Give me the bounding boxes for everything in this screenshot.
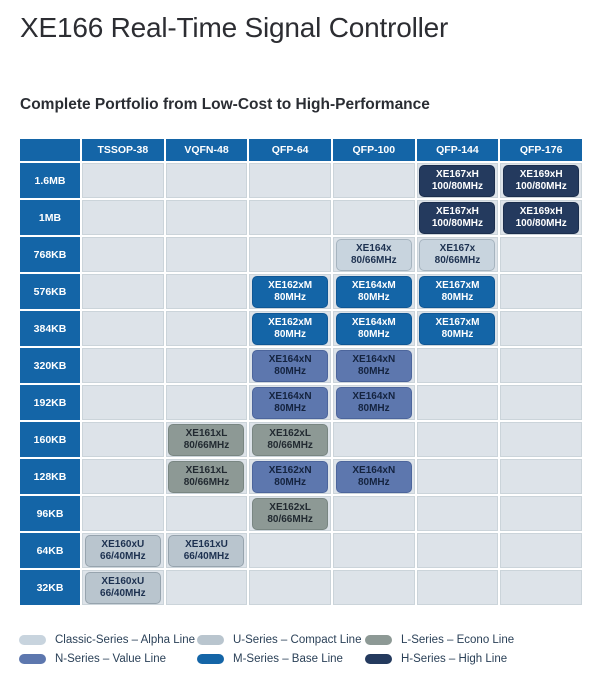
- matrix-cell: [82, 496, 164, 531]
- memory-label: 768KB: [20, 237, 80, 272]
- matrix-cell: [82, 385, 164, 420]
- legend-swatch: [197, 654, 224, 664]
- matrix-row: [20, 274, 582, 309]
- chip-frequency: 100/80MHz: [515, 218, 567, 229]
- matrix-cell: [82, 237, 164, 272]
- memory-label: 384KB: [20, 311, 80, 346]
- memory-label: 64KB: [20, 533, 80, 568]
- matrix-cell: [166, 200, 248, 235]
- column-header: VQFN-48: [166, 139, 248, 161]
- chip-frequency: 100/80MHz: [431, 181, 484, 192]
- chip-name: XE164xN: [352, 464, 396, 476]
- chip-name: XE162xL: [269, 501, 311, 513]
- chip-name: XE162xN: [268, 464, 312, 476]
- matrix-cell: [249, 496, 331, 531]
- product-chip: [252, 424, 328, 456]
- matrix-cell: [166, 311, 248, 346]
- matrix-cell: [166, 422, 248, 457]
- product-chip: [336, 350, 412, 382]
- product-chip: [168, 535, 244, 567]
- header-row: [20, 139, 582, 161]
- chip-name: XE169xH: [519, 205, 563, 217]
- matrix-cell: [333, 385, 415, 420]
- matrix-cell: [249, 385, 331, 420]
- chip-frequency: 100/80MHz: [431, 218, 484, 229]
- product-chip: [419, 165, 495, 197]
- matrix-cell: [166, 237, 248, 272]
- matrix-body: [20, 163, 582, 605]
- column-header: QFP-64: [249, 139, 331, 161]
- product-chip: [85, 535, 161, 567]
- chip-frequency: 80/66MHz: [183, 477, 230, 488]
- chip-name: XE164xN: [352, 353, 396, 365]
- matrix-cell: [249, 163, 331, 198]
- chip-name: XE162xM: [268, 279, 313, 291]
- legend-swatch: [197, 635, 224, 645]
- chip-name: XE167xH: [436, 168, 479, 180]
- chip-name: XE169xH: [519, 168, 563, 180]
- matrix-cell: [333, 459, 415, 494]
- product-chip: [336, 313, 412, 345]
- matrix-cell: [417, 496, 499, 531]
- product-chip: [419, 276, 495, 308]
- chip-frequency: 100/80MHz: [515, 181, 567, 192]
- chip-frequency: 80/66MHz: [351, 255, 397, 266]
- matrix-cell: [82, 570, 164, 605]
- matrix-cell: [333, 422, 415, 457]
- product-chip: [336, 387, 412, 419]
- matrix-cell: [82, 311, 164, 346]
- product-chip: [168, 424, 244, 456]
- matrix-cell: [500, 570, 582, 605]
- chip-frequency: 80/66MHz: [183, 440, 230, 451]
- memory-label: 192KB: [20, 385, 80, 420]
- chip-name: XE161xU: [185, 538, 228, 550]
- product-chip: [419, 313, 495, 345]
- matrix-cell: [249, 459, 331, 494]
- chip-name: XE164x: [356, 242, 392, 254]
- matrix-cell: [166, 459, 248, 494]
- chip-frequency: 66/40MHz: [100, 551, 146, 562]
- matrix-cell: [333, 348, 415, 383]
- matrix-row: [20, 385, 582, 420]
- matrix-cell: [333, 496, 415, 531]
- chip-name: XE164xN: [268, 390, 312, 402]
- matrix-cell: [166, 348, 248, 383]
- chip-name: XE164xM: [351, 316, 396, 328]
- chip-frequency: 80MHz: [441, 329, 474, 340]
- legend-item: [197, 634, 365, 646]
- matrix-cell: [249, 237, 331, 272]
- product-chip: [503, 202, 579, 234]
- product-chip: [85, 572, 161, 604]
- matrix-cell: [333, 163, 415, 198]
- matrix-cell: [166, 496, 248, 531]
- chip-frequency: 80MHz: [274, 366, 306, 377]
- matrix-cell: [82, 348, 164, 383]
- product-chip: [168, 461, 244, 493]
- product-chip: [252, 313, 328, 345]
- legend-label: Classic-Series – Alpha Line: [55, 634, 195, 646]
- matrix-cell: [417, 348, 499, 383]
- product-chip: [336, 461, 412, 493]
- chip-name: XE162xL: [269, 427, 311, 439]
- matrix-cell: [249, 348, 331, 383]
- matrix-cell: [417, 163, 499, 198]
- chip-name: XE161xL: [185, 464, 228, 476]
- matrix-cell: [333, 570, 415, 605]
- matrix-cell: [500, 422, 582, 457]
- chip-frequency: 80MHz: [357, 477, 390, 488]
- chip-frequency: 80MHz: [274, 403, 306, 414]
- column-header: QFP-144: [417, 139, 499, 161]
- legend-label: N-Series – Value Line: [55, 653, 167, 665]
- product-chip: [336, 276, 412, 308]
- matrix-cell: [417, 533, 499, 568]
- matrix-cell: [417, 274, 499, 309]
- chip-name: XE160xU: [101, 538, 145, 550]
- chip-name: XE162xM: [268, 316, 313, 328]
- product-chip: [419, 239, 495, 271]
- matrix-cell: [417, 422, 499, 457]
- legend-item: [19, 634, 197, 646]
- chip-frequency: 80MHz: [441, 292, 474, 303]
- legend-swatch: [365, 635, 392, 645]
- matrix-row: [20, 570, 582, 605]
- matrix-cell: [500, 163, 582, 198]
- legend-item: [197, 653, 365, 665]
- matrix-cell: [417, 200, 499, 235]
- matrix-cell: [82, 200, 164, 235]
- matrix-cell: [417, 311, 499, 346]
- product-chip: [336, 239, 412, 271]
- matrix-row: [20, 163, 582, 198]
- column-header: QFP-176: [500, 139, 582, 161]
- matrix-row: [20, 459, 582, 494]
- column-header: TSSOP-38: [82, 139, 164, 161]
- product-chip: [252, 387, 328, 419]
- product-chip: [252, 498, 328, 530]
- matrix-row: [20, 422, 582, 457]
- matrix-cell: [82, 422, 164, 457]
- matrix-cell: [333, 533, 415, 568]
- legend-item: [365, 634, 514, 646]
- matrix-cell: [166, 570, 248, 605]
- matrix-cell: [500, 237, 582, 272]
- matrix-cell: [82, 163, 164, 198]
- column-header: QFP-100: [333, 139, 415, 161]
- matrix-row: [20, 311, 582, 346]
- matrix-cell: [333, 200, 415, 235]
- matrix-cell: [500, 311, 582, 346]
- product-chip: [252, 461, 328, 493]
- legend-label: L-Series – Econo Line: [401, 634, 515, 646]
- chip-name: XE167xH: [436, 205, 479, 217]
- chip-frequency: 80MHz: [357, 366, 390, 377]
- matrix-row: [20, 237, 582, 272]
- chip-name: XE167xM: [435, 279, 480, 291]
- matrix-cell: [500, 200, 582, 235]
- chip-name: XE167x: [439, 242, 476, 254]
- matrix-cell: [249, 570, 331, 605]
- page-title: XE166 Real-Time Signal Controller: [20, 12, 449, 43]
- matrix-cell: [500, 274, 582, 309]
- chip-frequency: 80/66MHz: [267, 440, 313, 451]
- legend-swatch: [19, 635, 46, 645]
- chip-name: XE164xN: [268, 353, 312, 365]
- chip-frequency: 80/66MHz: [434, 255, 481, 266]
- memory-label: 32KB: [20, 570, 80, 605]
- chip-frequency: 80MHz: [274, 477, 306, 488]
- legend-label: U-Series – Compact Line: [233, 634, 362, 646]
- matrix-cell: [417, 385, 499, 420]
- legend: [19, 634, 514, 665]
- matrix-cell: [249, 422, 331, 457]
- memory-label: 320KB: [20, 348, 80, 383]
- matrix-cell: [333, 274, 415, 309]
- matrix-cell: [166, 385, 248, 420]
- memory-label: 96KB: [20, 496, 80, 531]
- matrix-cell: [333, 237, 415, 272]
- portfolio-matrix: [18, 137, 584, 607]
- product-chip: [252, 276, 328, 308]
- matrix-cell: [249, 274, 331, 309]
- legend-item: [19, 653, 197, 665]
- chip-frequency: 80MHz: [274, 292, 306, 303]
- legend-swatch: [365, 654, 392, 664]
- chip-name: XE164xM: [351, 279, 396, 291]
- product-chip: [503, 165, 579, 197]
- product-chip: [419, 202, 495, 234]
- chip-frequency: 80MHz: [274, 329, 306, 340]
- matrix-row: [20, 348, 582, 383]
- memory-label: 128KB: [20, 459, 80, 494]
- legend-item: [365, 653, 514, 665]
- matrix-cell: [500, 385, 582, 420]
- page-subtitle: Complete Portfolio from Low-Cost to High-Performance: [20, 96, 430, 113]
- matrix-cell: [166, 533, 248, 568]
- memory-label: 1.6MB: [20, 163, 80, 198]
- matrix-cell: [249, 533, 331, 568]
- matrix-cell: [166, 163, 248, 198]
- matrix-cell: [333, 311, 415, 346]
- matrix-cell: [166, 274, 248, 309]
- matrix-row: [20, 533, 582, 568]
- matrix-cell: [417, 570, 499, 605]
- matrix-row: [20, 496, 582, 531]
- chip-frequency: 66/40MHz: [183, 551, 230, 562]
- matrix-cell: [82, 274, 164, 309]
- chip-name: XE164xN: [352, 390, 396, 402]
- matrix-row: [20, 200, 582, 235]
- matrix-cell: [500, 459, 582, 494]
- matrix-cell: [500, 533, 582, 568]
- matrix-cell: [82, 533, 164, 568]
- chip-name: XE160xU: [101, 575, 145, 587]
- memory-label: 576KB: [20, 274, 80, 309]
- matrix-cell: [417, 459, 499, 494]
- matrix-cell: [417, 237, 499, 272]
- matrix-cell: [249, 200, 331, 235]
- chip-frequency: 80MHz: [357, 292, 390, 303]
- matrix-cell: [500, 496, 582, 531]
- chip-name: XE161xL: [185, 427, 228, 439]
- legend-label: H-Series – High Line: [401, 653, 508, 665]
- chip-frequency: 66/40MHz: [100, 588, 146, 599]
- matrix-cell: [82, 459, 164, 494]
- legend-label: M-Series – Base Line: [233, 653, 343, 665]
- product-chip: [252, 350, 328, 382]
- matrix-cell: [500, 348, 582, 383]
- memory-label: 160KB: [20, 422, 80, 457]
- corner-cell: [20, 139, 80, 161]
- legend-swatch: [19, 654, 46, 664]
- memory-label: 1MB: [20, 200, 80, 235]
- chip-frequency: 80MHz: [357, 403, 390, 414]
- matrix-header: [20, 139, 582, 161]
- chip-frequency: 80/66MHz: [267, 514, 313, 525]
- matrix-cell: [249, 311, 331, 346]
- chip-frequency: 80MHz: [357, 329, 390, 340]
- chip-name: XE167xM: [435, 316, 480, 328]
